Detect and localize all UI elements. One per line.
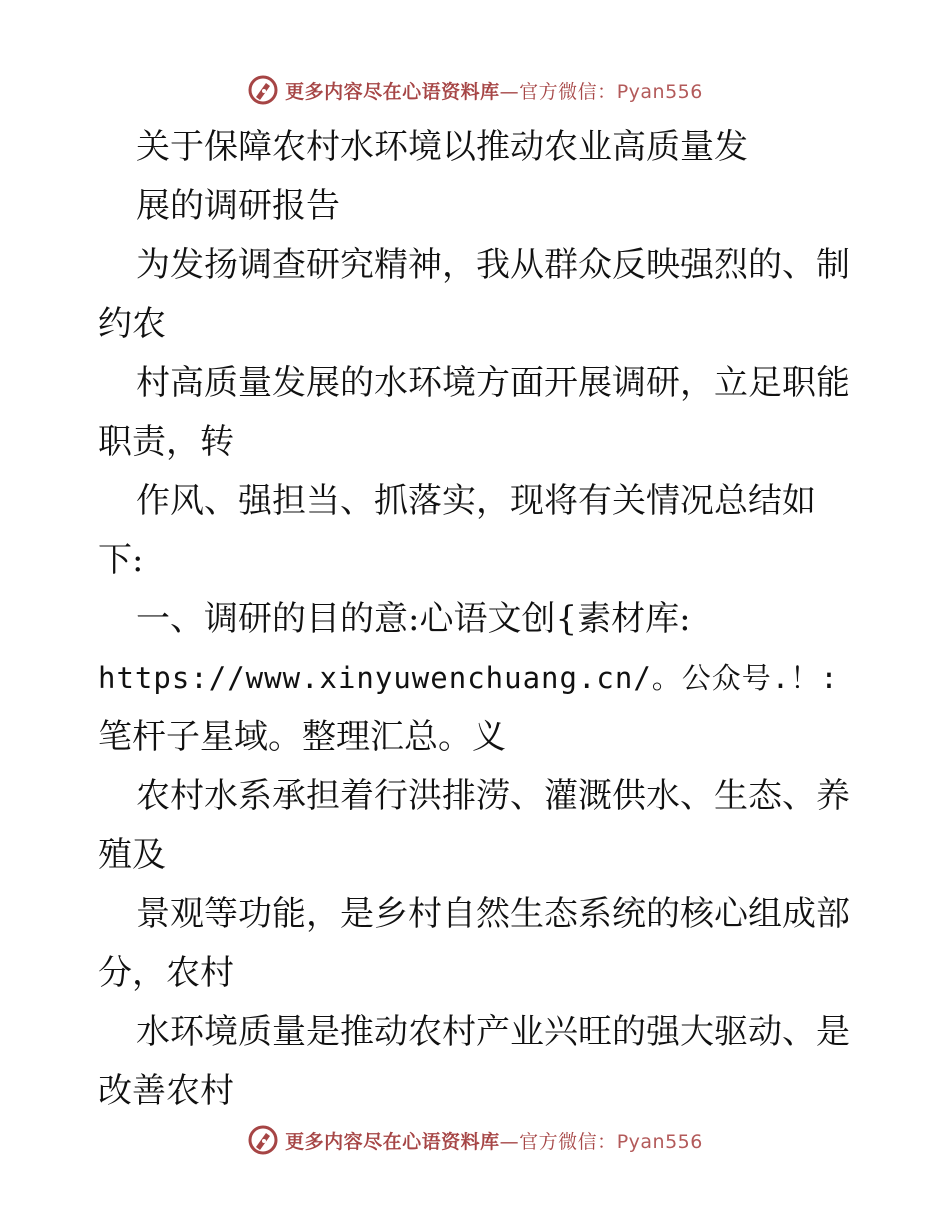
- doc-text-line: 分，农村: [98, 953, 234, 993]
- footer-banner: [0, 1120, 950, 1160]
- header-promo-text: 更多内容尽在心语资料库: [285, 80, 500, 103]
- doc-text-line: 笔杆子星域。整理汇总。义: [98, 717, 506, 757]
- header-wechat-id: Pyan556: [616, 80, 703, 103]
- pen-logo-icon: [247, 1124, 279, 1156]
- pen-logo-icon: [247, 74, 279, 106]
- doc-section-heading: 一、调研的目的意:心语文创{素材库:: [136, 599, 691, 639]
- doc-title-line-2: 展的调研报告: [136, 186, 340, 226]
- footer-wechat-id: Pyan556: [616, 1130, 703, 1153]
- header-separator: —: [499, 80, 520, 103]
- doc-text-line: 下:: [98, 540, 144, 580]
- doc-text-line: 作风、强担当、抓落实，现将有关情况总结如: [136, 481, 816, 521]
- doc-text-line: 村高质量发展的水环境方面开展调研，立足职能: [136, 363, 850, 403]
- footer-separator: —: [499, 1130, 520, 1153]
- doc-text-line: 水环境质量是推动农村产业兴旺的强大驱动、是: [136, 1012, 850, 1052]
- doc-text-line: 约农: [98, 304, 166, 344]
- header-wechat-label: 官方微信：: [519, 80, 617, 103]
- footer-wechat-label: 官方微信：: [519, 1130, 617, 1153]
- doc-title-line-1: 关于保障农村水环境以推动农业高质量发: [136, 127, 748, 167]
- header-banner: [0, 70, 950, 110]
- document-body: [98, 118, 858, 1121]
- doc-text-line: 职责，转: [98, 422, 234, 462]
- doc-text-line: 景观等功能，是乡村自然生态系统的核心组成部: [136, 894, 850, 934]
- doc-url-line: https://www.xinyuwenchuang.cn/。公众号.！:: [98, 661, 839, 695]
- doc-text-line: 殖及: [98, 835, 166, 875]
- doc-text-line: 农村水系承担着行洪排涝、灌溉供水、生态、养: [136, 776, 850, 816]
- doc-text-line: 改善农村: [98, 1071, 234, 1111]
- footer-promo-text: 更多内容尽在心语资料库: [285, 1130, 500, 1153]
- doc-text-line: 为发扬调查研究精神，我从群众反映强烈的、制: [136, 245, 850, 285]
